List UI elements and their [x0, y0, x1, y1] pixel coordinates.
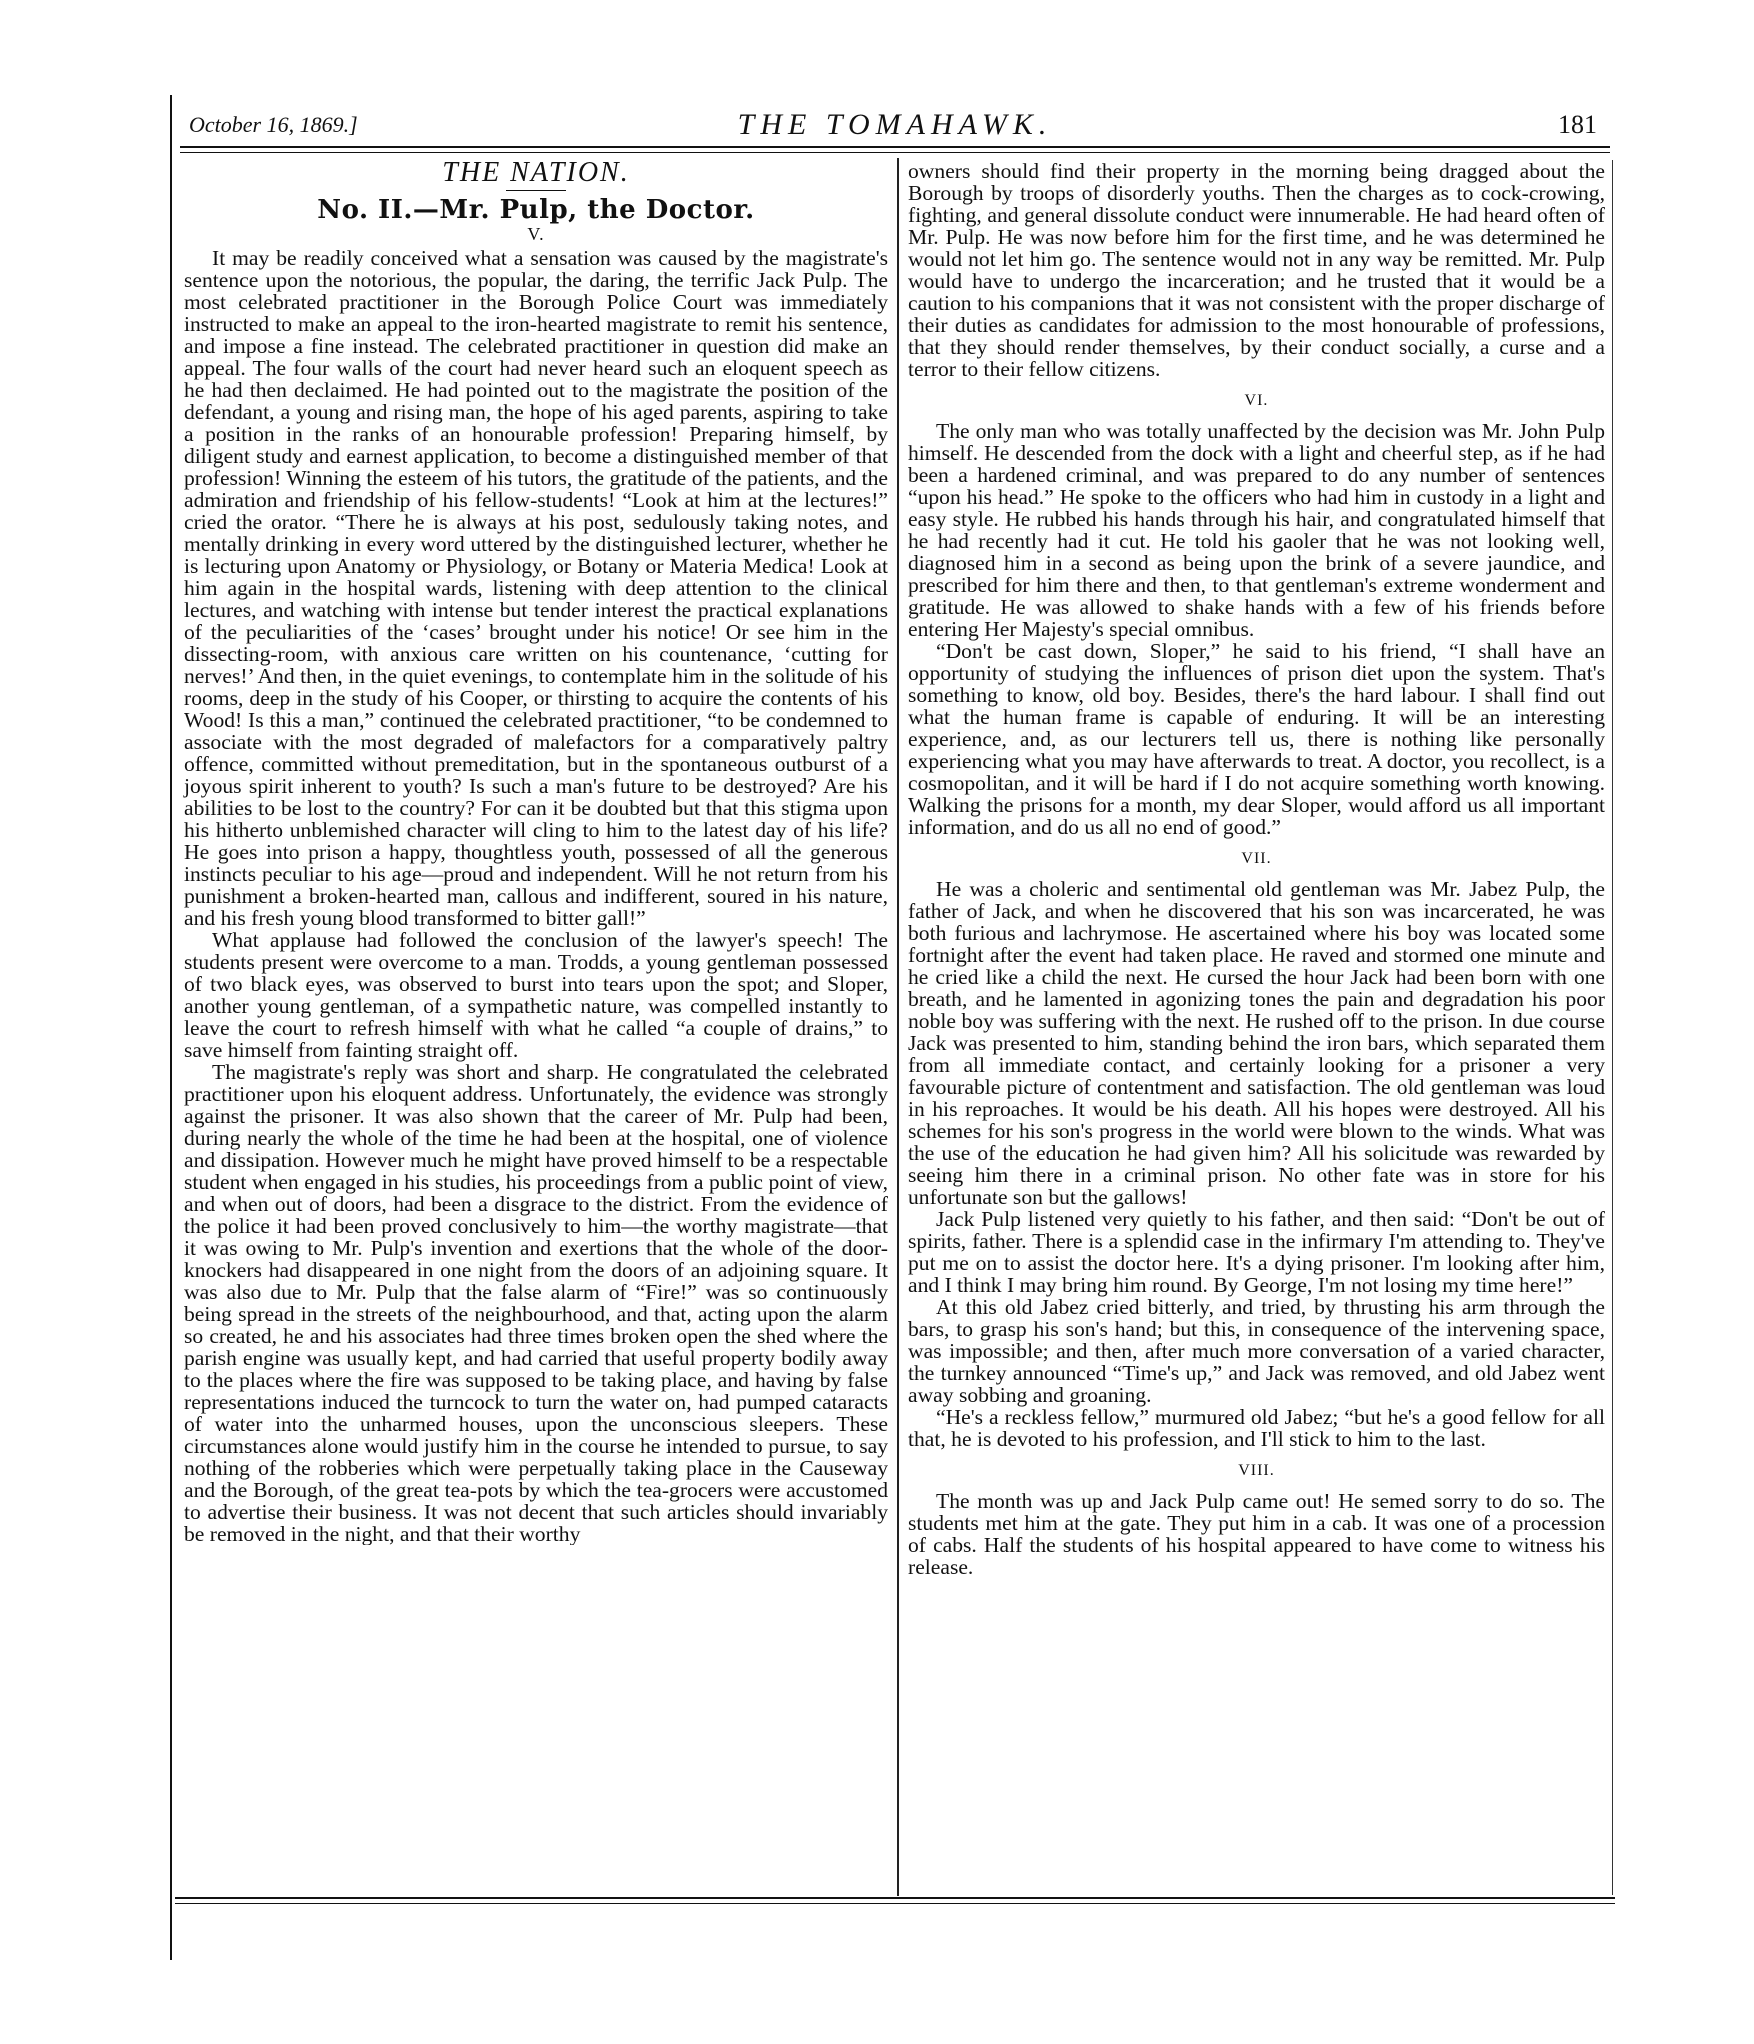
article-paragraph: What applause had followed the conclusion of the lawyer's speech! The students present were overcome to a man. Trodds, a young gentleman possessed of two black eyes, was observed to burst into tears upon the spot; and Sloper, another young gentleman, of a sympathetic nature, was compelled instantly to leave the court to refresh himself with what he called “a couple of drains,” to save himself from fainting straight off. [184, 928, 888, 1062]
title-divider [506, 190, 566, 191]
column-left [184, 157, 888, 1545]
page-header [185, 108, 1605, 144]
section-numeral: VI. [1244, 392, 1269, 409]
column-divider [897, 158, 899, 1896]
article-paragraph: The magistrate's reply was short and sharp. He congratulated the celebrated practitioner upon his eloquent address. Unfortunately, the evidence was strongly against the prisoner. It was also shown that the career of Mr. Pulp had been, during nearly the whole of the time he had been at the hospital, one of violence and dissipation. However much he might have proved himself to be a respectable student when engaged in his studies, his proceedings from a public point of view, and when out of doors, had been a disgrace to the district. From the evidence of the police it had been proved conclusively to him—the worthy magistrate—that it was owing to Mr. Pulp's invention and exertions that the whole of the door-knockers had disappeared in one night from the doors of an adjoining square. It was also due to Mr. Pulp that the false alarm of “Fire!” was so continuously being spread in the streets of the neighbourhood, and that, acting upon the alarm so created, he and his associates had three times broken open the shed where the parish engine was usually kept, and had carried that useful property bodily away to the places where the fire was supposed to be taking place, and having by false representations induced the turncock to turn the water on, had pumped cataracts of water into the unharmed houses, upon the unconscious sleepers. These circumstances alone would justify him in the course he intended to pursue, to say nothing of the robberies which were perpetually taking place in the Causeway and the Borough, of the great tea-pots by which the tea-grocers were accustomed to advertise their business. It was not decent that such articles should invariably be removed in the night, and that their worthy [184, 1061, 888, 1545]
article-paragraph: Jack Pulp listened very quietly to his father, and then said: “Don't be out of spirits, father. There is a splendid case in the infirmary I'm attending to. They've put me on to assist the doctor here. It's a dying prisoner. I'm looking after him, and I think I may bring him round. By George, I'm not losing my time here!” [908, 1207, 1605, 1297]
article-paragraph: He was a choleric and sentimental old gentleman was Mr. Jabez Pulp, the father of Jack, and when he discovered that his son was incarcerated, he was both furious and lachrymose. He ascertained where his boy was located some fortnight after the event had taken place. He raved and stormed one minute and he cried like a child the next. He cursed the hour Jack had been born with one breath, and he lamented in agonizing tones the pain and degradation his poor noble boy was suffering with the next. He rushed off to the prison. In due course Jack was presented to him, standing behind the iron bars, which separated them from all immediate contact, and certainly looking for a prisoner a very favourable picture of contentment and satisfaction. The old gentleman was loud in his reproaches. It would be his death. All his hopes were destroyed. All his schemes for his son's progress in the world were blown to the winds. What was the use of the education he had given him? All his solicitude was rewarded by seeing him there in a criminal prison. No other fate was in store for his unfortunate son but the gallows! [908, 877, 1605, 1209]
series-title: THE NATION. [442, 157, 630, 188]
page-number: 181 [1558, 110, 1597, 139]
right-margin-rule [1612, 160, 1613, 1895]
left-margin-rule [170, 95, 172, 1960]
article-paragraph: The only man who was totally unaffected by the decision was Mr. John Pulp himself. He descended from the dock with a light and cheerful step, as if he had been a hardened criminal, and was prepared to do any number of sentences “upon his head.” He spoke to the officers who had him in custody in a light and easy style. He rubbed his hands through his hair, and congratulated himself that he had recently had it cut. He told his gaoler that he was not looking well, diagnosed him in a second as being upon the brink of a severe jaundice, and prescribed for him there and then, to that gentleman's extreme wonderment and gratitude. He was allowed to shake hands with a few of his friends before entering Her Majesty's special omnibus. [908, 419, 1605, 641]
article-paragraph-continued: owners should find their property in the morning being dragged about the Borough by troops of disorderly youths. Then the charges as to cock-crowing, fighting, and general dissolute conduct were innumerable. He had heard often of Mr. Pulp. He was now before him for the first time, and he was determined he would not let him go. The sentence would not in any way be remitted. Mr. Pulp would have to undergo the incarceration; and he trusted that it would be a caution to his companions that it was not consistent with the proper discharge of their duties as candidates for admission to the most honourable of professions, that they should render themselves, by their conduct socially, a curse and a terror to their fellow citizens. [908, 159, 1605, 381]
header-rule-thin [180, 152, 1610, 153]
article-heading: No. II.—Mr. Pulp, the Doctor. [317, 195, 755, 225]
issue-date: October 16, 1869.] [189, 112, 358, 137]
section-numeral: VIII. [1238, 1462, 1275, 1479]
article-paragraph: “He's a reckless fellow,” murmured old Jabez; “but he's a good fellow for all that, he is devoted to his profession, and I'll stick to him to the last. [908, 1405, 1605, 1451]
article-paragraph: “Don't be cast down, Sloper,” he said to his friend, “I shall have an opportunity of studying the influences of prison diet upon the system. That's something to know, old boy. Besides, there's the hard labour. I shall find out what the human frame is capable of enduring. It will be an interesting experience, and, as our lecturers tell us, there is nothing like personally experiencing what you may have afterwards to treat. A doctor, you recollect, is a cosmopolitan, and it will be hard if I do not acquire something worth knowing. Walking the prisons for a month, my dear Sloper, would afford us all important information, and do us all no end of good.” [908, 639, 1605, 839]
column-right [908, 160, 1605, 1578]
footer-rule [175, 1897, 1615, 1899]
section-numeral: VII. [1241, 850, 1272, 867]
footer-rule-thin [175, 1903, 1615, 1904]
header-rule [180, 146, 1610, 148]
publication-title: THE TOMAHAWK. [737, 108, 1053, 141]
article-paragraph: The month was up and Jack Pulp came out! He semed sorry to do so. The students met him at the gate. They put him in a cab. It was one of a procession of cabs. Half the students of his hospital appeared to have come to witness his release. [908, 1489, 1605, 1579]
section-numeral: V. [527, 224, 545, 244]
article-paragraph: At this old Jabez cried bitterly, and tried, by thrusting his arm through the bars, to grasp his son's hand; but this, in consequence of the intervening space, was impossible; and then, after much more conversation of a varied character, the turnkey announced “Time's up,” and Jack was removed, and old Jabez went away sobbing and groaning. [908, 1295, 1605, 1407]
article-paragraph: It may be readily conceived what a sensation was caused by the magistrate's sentence upon the notorious, the popular, the daring, the terrific Jack Pulp. The most celebrated practitioner in the Borough Police Court was immediately instructed to make an appeal to the iron-hearted magistrate to remit his sentence, and impose a fine instead. The celebrated practitioner in question did make an appeal. The four walls of the court had never heard such an eloquent speech as he had then declaimed. He had pointed out to the magistrate the position of the defendant, a young and rising man, the hope of his aged parents, aspiring to take a position in the ranks of an honourable profession! Preparing himself, by diligent study and earnest application, to become a distinguished member of that profession! Winning the esteem of his tutors, the gratitude of the patients, and the admiration and friendship of his fellow-students! “Look at him at the lectures!” cried the orator. “There he is always at his post, sedulously taking notes, and mentally drinking in every word uttered by the distinguished lecturer, whether he is lecturing upon Anatomy or Physiology, or Botany or Materia Medica! Look at him again in the hospital wards, listening with deep attention to the clinical lectures, and watching with intense but tender interest the practical explanations of the peculiarities of the ‘cases’ brought under his notice! Or see him in the dissecting-room, with anxious care written on his countenance, ‘cutting for nerves!’ And then, in the quiet evenings, to contemplate him in the solitude of his rooms, deep in the study of his Cooper, or thirsting to acquire the contents of his Wood! Is this a man,” continued the celebrated practitioner, “to be condemned to associate with the most degraded of malefactors for a comparatively paltry offence, committed without premeditation, but in the spontaneous outburst of a joyous spirit inherent to youth? Is such a man's future to be destroyed? Are his abilities to be lost to the country? For can it be doubted but that this stigma upon his hitherto unblemished character will cling to him to the latest day of his life? He goes into prison a happy, thoughtless youth, possessed of all the generous instincts peculiar to his age—proud and independent. Will he not return from his punishment a broken-hearted man, callous and indifferent, soured in his nature, and his fresh young blood transformed to bitter gall!” [184, 246, 888, 930]
